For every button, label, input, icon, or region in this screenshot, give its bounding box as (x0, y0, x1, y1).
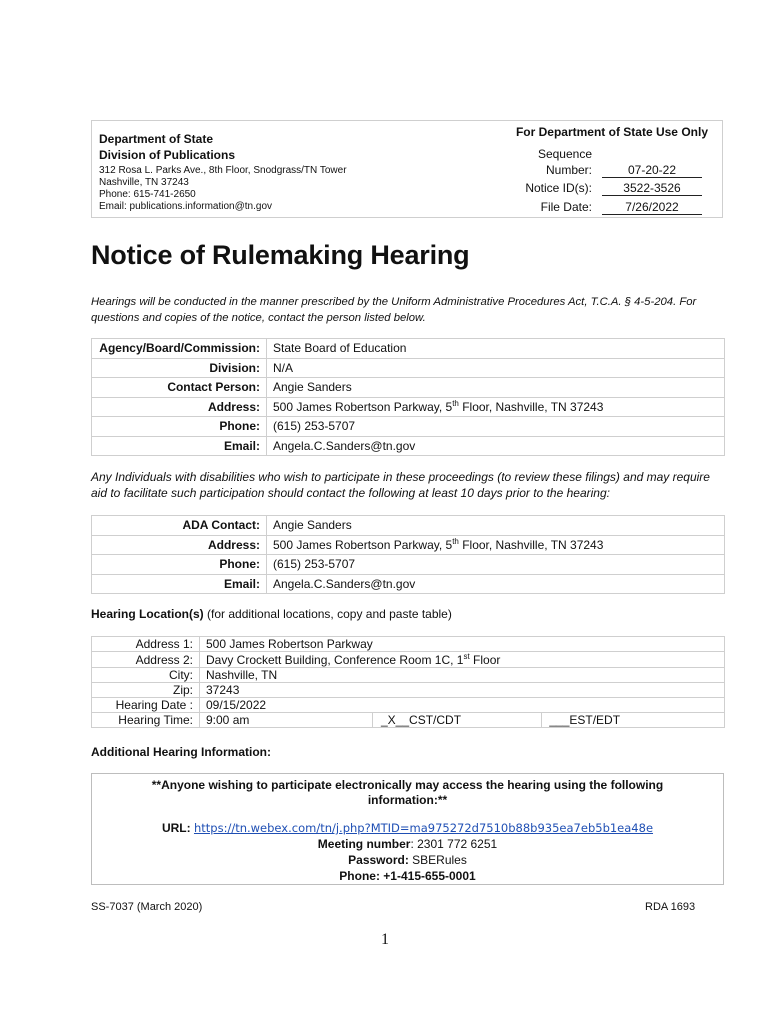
ada-address-part: Floor, Nashville, TN 37243 (458, 538, 604, 553)
timezone-cell (373, 713, 725, 728)
file-date-label: File Date: (540, 200, 592, 214)
form-number: SS-7037 (March 2020) (91, 901, 203, 913)
additional-info-heading: Additional Hearing Information: (91, 745, 271, 759)
email-value: Angela.C.Sanders@tn.gov (267, 436, 725, 456)
url-label: URL: (161, 821, 194, 835)
header-box (91, 120, 723, 218)
phone-value: (615) 253-5707 (267, 417, 725, 437)
meeting-number-line (92, 836, 723, 852)
contact-person-value: Angie Sanders (267, 378, 725, 398)
use-only-heading: For Department of State Use Only (515, 125, 708, 139)
hearing-date-value: 09/15/2022 (200, 698, 725, 713)
electronic-note-line1: **Anyone wishing to participate electronically may access the hearing using the following (151, 778, 664, 792)
hearing-location-heading (91, 607, 452, 621)
ada-address-sup: th (452, 537, 459, 547)
meeting-number-label: Meeting number (317, 837, 411, 851)
electronic-note-line2: information:** (367, 793, 448, 807)
table-row (92, 713, 725, 728)
address-value-part: Floor, Nashville, TN 37243 (458, 400, 604, 415)
ada-phone-label: Phone: (92, 555, 267, 575)
table-row (92, 358, 725, 378)
password-value: SBERules (408, 853, 467, 867)
publisher-info (99, 131, 399, 213)
ada-intro-text: Any Individuals with disabilities who wish to participate in these proceedings (to review these filings) and may require aid to facilitate such participation should contact the following at least 10 days prior to the hearing: (91, 470, 710, 500)
table-row (92, 652, 725, 668)
hearing-date-label: Hearing Date : (92, 698, 200, 713)
table-row (92, 378, 725, 398)
address1-label: Address 1: (92, 637, 200, 652)
ada-contact-value: Angie Sanders (267, 516, 725, 536)
city-label: City: (92, 668, 200, 683)
table-row (92, 637, 725, 652)
password-label: Password: (348, 853, 409, 867)
address1-value: 500 James Robertson Parkway (200, 637, 725, 652)
conference-phone-label: Phone: (339, 869, 380, 883)
address-line-1: 312 Rosa L. Parks Ave., 8th Floor, Snodgrass/TN Tower (99, 165, 347, 176)
ada-address-part: 500 James Robertson Parkway, 5 (273, 538, 453, 553)
table-row (92, 417, 725, 437)
ada-phone-value: (615) 253-5707 (267, 555, 725, 575)
email-label: Email: (92, 436, 267, 456)
notice-id-label: Notice ID(s): (525, 181, 592, 195)
page-number: 1 (381, 931, 389, 948)
intro-text: Hearings will be conducted in the manner prescribed by the Uniform Administrative Procedures Act, T.C.A. § 4-5-204. For questions and copies of the notice, contact the person listed below. (91, 296, 697, 324)
address-value-sup: th (452, 399, 459, 409)
ada-contact-label: ADA Contact: (92, 516, 267, 536)
city-value: Nashville, TN (200, 668, 725, 683)
agency-table (91, 338, 725, 456)
division-name: Division of Publications (99, 148, 236, 162)
sequence-number-value: 07-20-22 (602, 163, 702, 178)
table-row (92, 698, 725, 713)
zip-value: 37243 (200, 683, 725, 698)
department-name: Department of State (99, 132, 214, 146)
ada-address-value (267, 535, 725, 555)
address2-part: Davy Crockett Building, Conference Room 1C, 1 (206, 653, 464, 667)
file-date-row (452, 200, 712, 218)
webex-url-link[interactable]: https://tn.webex.com/tn/j.php?MTID=ma975272d7510b88b935ea7eb5b1ea48e (193, 821, 654, 835)
rda-number: RDA 1693 (645, 901, 696, 913)
password-line (92, 852, 723, 868)
address2-sup: st (463, 652, 470, 661)
address-label: Address: (92, 397, 267, 417)
address2-part: Floor (469, 653, 501, 667)
zip-label: Zip: (92, 683, 200, 698)
hearing-table (91, 636, 725, 728)
phone-line (92, 868, 723, 884)
file-date-value: 7/26/2022 (602, 200, 702, 215)
division-label: Division: (92, 358, 267, 378)
table-row (92, 436, 725, 456)
ada-email-value: Angela.C.Sanders@tn.gov (267, 574, 725, 594)
timezone-cst: _X__CST/CDT (377, 713, 542, 727)
agency-label: Agency/Board/Commission: (92, 339, 267, 359)
table-row (92, 397, 725, 417)
url-line (92, 820, 723, 836)
ada-email-label: Email: (92, 574, 267, 594)
sequence-row-2 (452, 163, 712, 181)
page-title: Notice of Rulemaking Hearing (91, 240, 470, 270)
table-row (92, 668, 725, 683)
table-row (92, 339, 725, 359)
ada-table (91, 515, 725, 594)
state-use-only (472, 125, 712, 139)
address-line-2: Nashville, TN 37243 (99, 177, 189, 188)
ada-address-label: Address: (92, 535, 267, 555)
division-value: N/A (267, 358, 725, 378)
meeting-number-value: : 2301 772 6251 (410, 837, 498, 851)
address-value (267, 397, 725, 417)
table-row (92, 683, 725, 698)
conference-phone-value: +1-415-655-0001 (379, 869, 476, 883)
table-row (92, 516, 725, 536)
hearing-location-note: (for additional locations, copy and paste table) (203, 607, 452, 621)
table-row (92, 535, 725, 555)
agency-value: State Board of Education (267, 339, 725, 359)
notice-id-row (452, 181, 712, 199)
hearing-time-label: Hearing Time: (92, 713, 200, 728)
additional-info-box (91, 773, 724, 885)
address2-label: Address 2: (92, 652, 200, 668)
publisher-phone: Phone: 615-741-2650 (99, 189, 196, 200)
publisher-email: Email: publications.information@tn.gov (99, 201, 273, 212)
hearing-location-bold: Hearing Location(s) (91, 607, 204, 621)
sequence-label: Sequence (537, 147, 592, 161)
phone-label: Phone: (92, 417, 267, 437)
sequence-number-label: Number: (545, 163, 592, 177)
table-row (92, 555, 725, 575)
notice-id-value: 3522-3526 (602, 181, 702, 196)
hearing-time-value: 9:00 am (200, 713, 373, 728)
timezone-est: ___EST/EDT (549, 713, 621, 727)
address-value-part: 500 James Robertson Parkway, 5 (273, 400, 453, 415)
table-row (92, 574, 725, 594)
address2-value (200, 652, 725, 668)
contact-person-label: Contact Person: (92, 378, 267, 398)
